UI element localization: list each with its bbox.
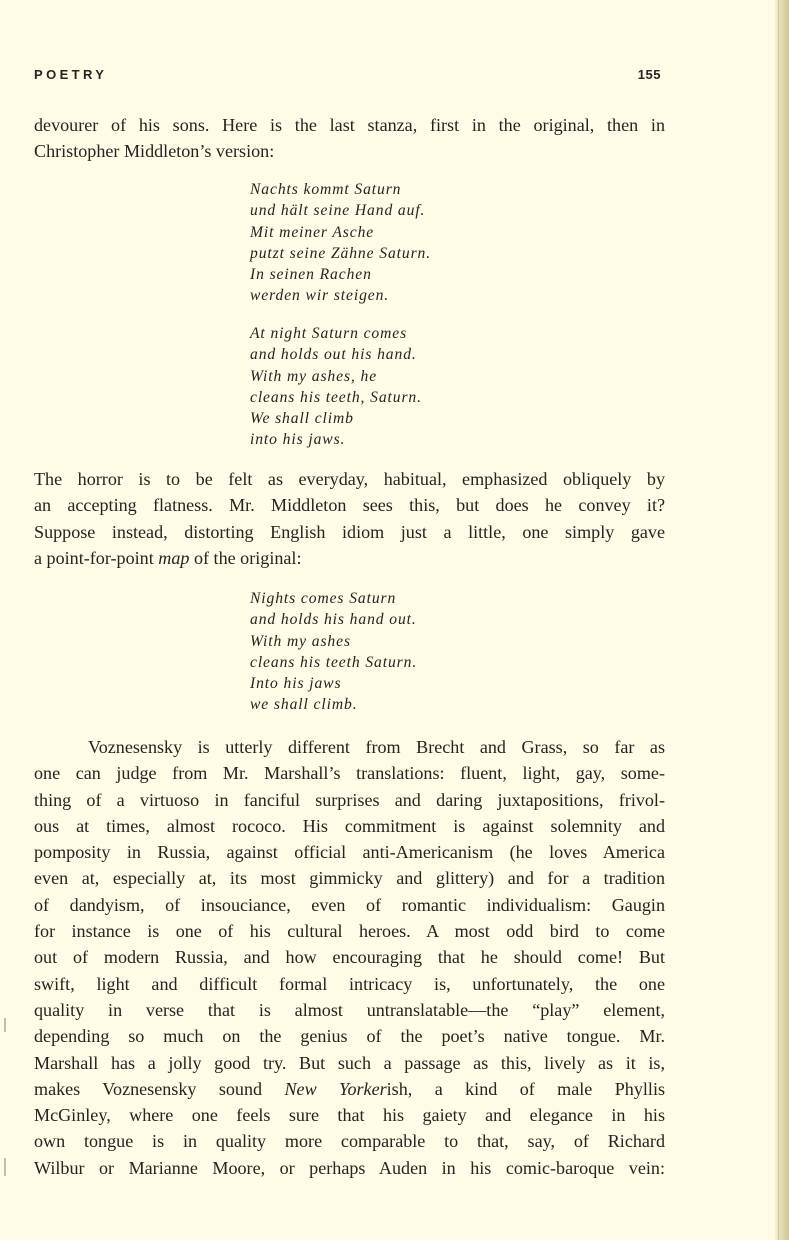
text-line: Voznesensky is utterly different from Brecht and Grass, so far as	[88, 737, 665, 757]
verse-line: With my ashes, he	[250, 367, 378, 385]
verse-line: We shall climb	[250, 410, 354, 428]
text-line: The horror is to be felt as everyday, habitual, emphasized obliquely by	[34, 469, 665, 489]
text-line: Christopher Middleton’s version:	[34, 141, 275, 162]
text-fragment: of the original:	[189, 547, 302, 568]
verse-line: In seinen Rachen	[250, 266, 372, 284]
paragraph-voznesensky	[34, 734, 665, 1181]
verse-line: At night Saturn comes	[250, 325, 408, 342]
verse-line: into his jaws.	[250, 431, 346, 449]
text-line: thing of a virtuoso in fanciful surprises and daring juxtapositions, frivol-	[34, 789, 665, 810]
verse-line: cleans his teeth Saturn.	[250, 653, 418, 671]
paragraph-horror	[34, 466, 665, 571]
page-edge-line	[778, 0, 779, 1240]
verse-line: putzt seine Zähne Saturn.	[250, 244, 432, 262]
emphasis-map: map	[158, 547, 190, 568]
paragraph-intro	[34, 112, 665, 165]
text-line: Marshall has a jolly good try. But such a passage as this, lively as it is,	[34, 1052, 665, 1073]
text-line: swift, light and difficult formal intricacy is, unfortunately, the one	[34, 973, 665, 994]
text-fragment: a point-for-point	[34, 547, 159, 568]
text-line: Wilbur or Marianne Moore, or perhaps Auden in his comic-baroque vein:	[34, 1157, 665, 1178]
text-line	[34, 545, 665, 571]
verse-line: cleans his teeth, Saturn.	[250, 388, 422, 406]
stanza-original-german	[250, 179, 431, 307]
text-line: quality in verse that is almost untranslatable—the “play” element,	[34, 999, 665, 1020]
text-line: own tongue is in quality more comparable to that, say, of Richard	[34, 1131, 665, 1152]
text-line: even at, especially at, its most gimmicky and glittery) and for a tradition	[34, 868, 665, 889]
text-line: ous at times, almost rococo. His commitment is against solemnity and	[34, 815, 665, 836]
verse-line: we shall climb.	[250, 696, 358, 714]
text-line: McGinley, where one feels sure that his gaiety and elegance in his	[34, 1105, 665, 1126]
text-line: depending so much on the genius of the poet’s native tongue. Mr.	[34, 1026, 665, 1047]
scan-edge-mark	[4, 1018, 6, 1032]
text-line: of dandyism, of insouciance, even of romantic individualism: Gaugin	[34, 894, 665, 915]
text-line: one can judge from Mr. Marshall’s translations: fluent, light, gay, some-	[34, 763, 665, 784]
text-line	[34, 1076, 665, 1102]
verse-line: Nights comes Saturn	[250, 590, 397, 607]
text-line: devourer of his sons. Here is the last stanza, first in the original, then in	[34, 115, 665, 135]
verse-line: werden wir steigen.	[250, 287, 390, 305]
text-line: Suppose instead, distorting English idiom just a little, one simply gave	[34, 521, 665, 542]
verse-line: With my ashes	[250, 632, 351, 650]
verse-line: Into his jaws	[250, 675, 342, 693]
stanza-point-for-point-map	[250, 588, 417, 716]
verse-line: Mit meiner Asche	[250, 223, 375, 241]
scan-edge-mark	[4, 1158, 6, 1176]
verse-line: and holds his hand out.	[250, 611, 417, 629]
verse-line: Nachts kommt Saturn	[250, 181, 402, 198]
text-line: for instance is one of his cultural heroes. A most odd bird to come	[34, 921, 665, 942]
text-line: pomposity in Russia, against official anti-Americanism (he loves America	[34, 842, 665, 863]
stanza-middleton-translation	[250, 323, 422, 451]
emphasis-new-yorker: New Yorker	[284, 1078, 387, 1099]
running-head-section: POETRY	[34, 67, 108, 82]
verse-line: und hält seine Hand auf.	[250, 202, 426, 220]
text-line: an accepting flatness. Mr. Middleton sees this, but does he convey it?	[34, 495, 665, 516]
text-fragment: ish, a kind of male Phyllis	[386, 1078, 666, 1099]
text-fragment: makes Voznesensky sound	[34, 1078, 285, 1099]
text-line: out of modern Russia, and how encouraging that he should come! But	[34, 947, 665, 968]
page-number: 155	[637, 67, 661, 82]
verse-line: and holds out his hand.	[250, 346, 417, 364]
